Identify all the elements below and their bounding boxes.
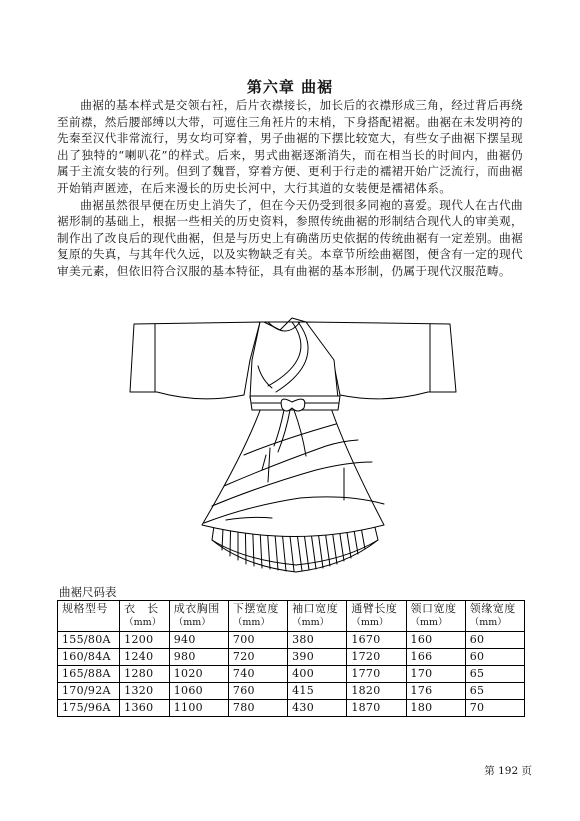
table-cell: 1820: [347, 683, 406, 700]
table-cell: 1770: [347, 666, 406, 683]
table-cell: 980: [169, 649, 228, 666]
table-cell: 60: [465, 632, 524, 649]
table-cell: 700: [228, 632, 287, 649]
left-sleeve: [130, 322, 260, 399]
table-cell: 170: [406, 666, 465, 683]
table-cell: 1060: [169, 683, 228, 700]
table-cell: 65: [465, 666, 524, 683]
header-garment-length: 衣 长 （mm）: [120, 601, 170, 632]
header-collar-trim-width: 领缘宽度 （mm）: [465, 601, 524, 632]
table-cell: 160: [406, 632, 465, 649]
table-caption: 曲裾尺码表: [59, 585, 117, 599]
table-row: [58, 700, 525, 717]
table-row: [58, 683, 525, 700]
page-number: 第 192 页: [484, 765, 532, 777]
table-cell: 1720: [347, 649, 406, 666]
header-hem-width: 下摆宽度 （mm）: [228, 601, 287, 632]
body-text: [57, 97, 523, 280]
table-cell: 1200: [120, 632, 170, 649]
paragraph-2: 曲裾虽然很早便在历史上消失了，但在今天仍受到很多同袍的喜爱。现代人在古代曲裾形制的基础上，根据一些相关的历史资料，参照传统曲裾的形制结合现代人的审美观，制作出了改良后的现代曲裾，但是与历史上有确凿历史依据的传统曲裾有一定差别。曲裾复原的失真，与其年代久远，以及实物缺乏有关。本章节所绘曲裾图，便含有一定的现代审美元素，但依旧符合汉服的基本特征，具有曲裾的基本形制，仍属于现代汉服范畴。: [57, 197, 523, 278]
table-cell: 60: [465, 649, 524, 666]
size-table: [57, 600, 525, 717]
table-cell: 1100: [169, 700, 228, 717]
table-cell: 176: [406, 683, 465, 700]
table-cell: 1020: [169, 666, 228, 683]
table-cell: 720: [228, 649, 287, 666]
table-cell: 390: [288, 649, 347, 666]
table-cell: 400: [288, 666, 347, 683]
table-cell: 380: [288, 632, 347, 649]
table-cell: 170/92A: [58, 683, 120, 700]
table-cell: 430: [288, 700, 347, 717]
table-cell: 65: [465, 683, 524, 700]
table-cell: 70: [465, 700, 524, 717]
table-row: [58, 632, 525, 649]
table-header-row: [58, 601, 525, 632]
table-cell: 940: [169, 632, 228, 649]
table-cell: 1360: [120, 700, 170, 717]
skirt-body: [202, 405, 384, 537]
table-cell: 155/80A: [58, 632, 120, 649]
table-cell: 780: [228, 700, 287, 717]
table-cell: 1320: [120, 683, 170, 700]
header-cuff-width: 袖口宽度 （mm）: [288, 601, 347, 632]
header-chest: 成衣胸围 （mm）: [169, 601, 228, 632]
header-size-model: 规格型号: [58, 601, 120, 632]
table-cell: 1870: [347, 700, 406, 717]
table-cell: 175/96A: [58, 700, 120, 717]
table-cell: 415: [288, 683, 347, 700]
table-cell: 166: [406, 649, 465, 666]
table-cell: 165/88A: [58, 666, 120, 683]
table-cell: 740: [228, 666, 287, 683]
table-cell: 1280: [120, 666, 170, 683]
header-arm-span: 通臂长度 （mm）: [347, 601, 406, 632]
table-row: [58, 666, 525, 683]
paragraph-1: 曲裾的基本样式是交领右衽，后片衣襟接长，加长后的衣襟形成三角，经过背后再绕至前襟，然后腰部缚以大带，可遮住三角衽片的末梢，下身搭配裙裾。曲裾在未发明袴的先秦至汉代非常流行，男女均可穿着，男子曲裾的下摆比较宽大，有些女子曲裾下摆呈现出了独特的“喇叭花”的样式。后来，男式曲裾逐渐消失，而在相当长的时间内，曲裾仍属于主流女装的行列。但到了魏晋，穿着方便、更利于行走的襦裙开始广泛流行，而曲裾开始销声匿迹，在后来漫长的历史长河中，大行其道的女装便是襦裙体系。: [57, 98, 523, 195]
table-cell: 1670: [347, 632, 406, 649]
header-collar-width: 领口宽度 （mm）: [406, 601, 465, 632]
table-cell: 180: [406, 700, 465, 717]
table-row: [58, 649, 525, 666]
table-cell: 1240: [120, 649, 170, 666]
chapter-title: 第六章 曲裾: [246, 78, 334, 96]
quju-garment-illustration: [128, 310, 458, 578]
table-cell: 760: [228, 683, 287, 700]
table-cell: 160/84A: [58, 649, 120, 666]
